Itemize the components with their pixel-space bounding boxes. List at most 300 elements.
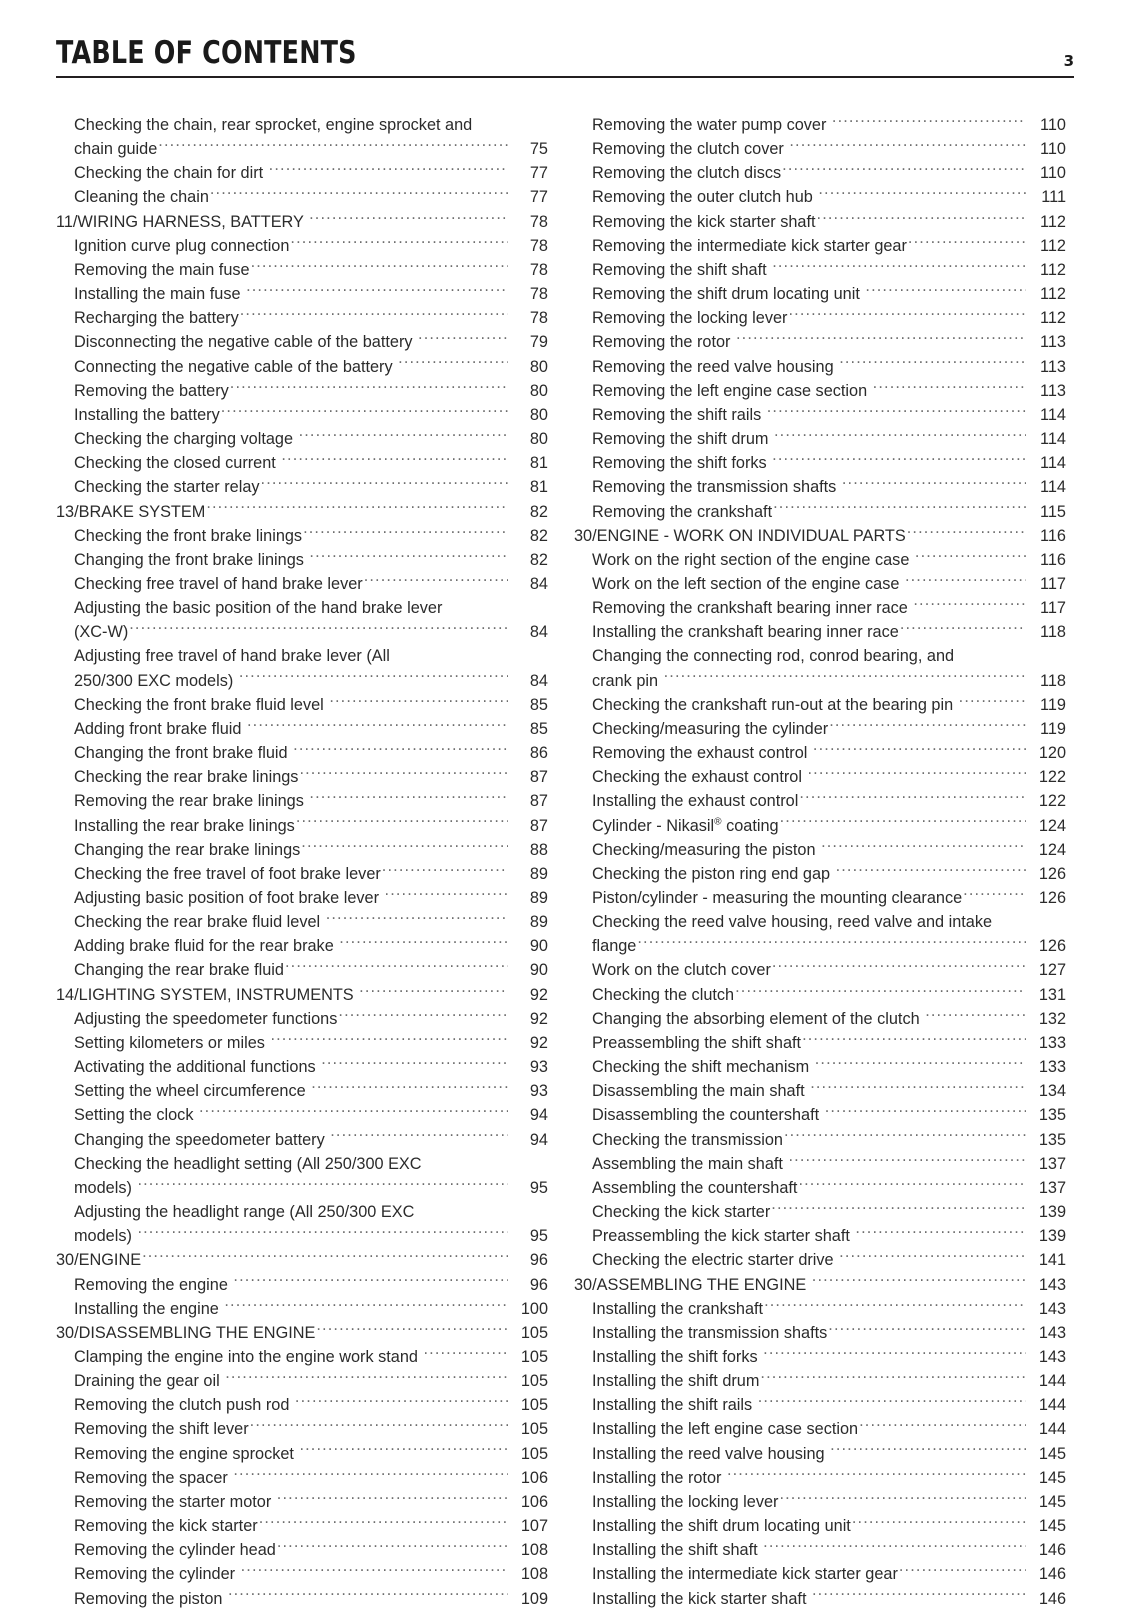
- dot-leader: [338, 1007, 508, 1023]
- toc-sub-entry[interactable]: [574, 958, 1066, 982]
- dot-leader: [385, 887, 508, 903]
- dot-leader: [812, 1587, 1026, 1603]
- toc-sub-entry[interactable]: [56, 451, 548, 475]
- toc-entry-row: [74, 306, 548, 330]
- toc-entry-label: Work on the right section of the engine case: [592, 550, 914, 569]
- dot-leader: [772, 959, 1026, 975]
- toc-entry-page-number: 145: [1038, 1468, 1066, 1487]
- toc-sub-entry[interactable]: [56, 282, 548, 306]
- toc-sub-entry[interactable]: [56, 1273, 548, 1297]
- toc-entry-page-number: 78: [529, 212, 548, 231]
- toc-entry-label: crank pin: [592, 671, 663, 690]
- toc-sub-entry[interactable]: [574, 838, 1066, 862]
- toc-entry-row: [74, 451, 548, 475]
- toc-sub-entry[interactable]: [56, 765, 548, 789]
- dot-leader: [727, 1466, 1026, 1482]
- toc-entry-row: [592, 572, 1066, 596]
- toc-sub-entry[interactable]: [574, 1200, 1066, 1224]
- dot-leader: [839, 355, 1026, 371]
- dot-leader: [199, 1104, 508, 1120]
- toc-entry-row: [74, 1128, 548, 1152]
- toc-entry-page-number: 116: [1040, 526, 1066, 545]
- dot-leader: [329, 693, 508, 709]
- toc-sub-entry[interactable]: [574, 717, 1066, 741]
- toc-sub-entry[interactable]: [56, 355, 548, 379]
- toc-sub-entry[interactable]: [574, 789, 1066, 813]
- toc-entry-label: flange: [592, 937, 637, 956]
- toc-entry-row: [74, 1055, 548, 1079]
- toc-sub-entry[interactable]: [56, 1007, 548, 1031]
- toc-entry-label: (XC-W): [74, 623, 129, 642]
- toc-entry-label: Installing the shift drum locating unit: [592, 1517, 851, 1536]
- toc-sub-entry[interactable]: [56, 572, 548, 596]
- dot-leader: [842, 476, 1026, 492]
- toc-sub-entry[interactable]: [56, 958, 548, 982]
- dot-leader: [908, 234, 1026, 250]
- registered-trademark-icon: ®: [714, 816, 722, 828]
- left-column: [56, 113, 548, 1611]
- dot-leader: [758, 1394, 1026, 1410]
- toc-sub-entry[interactable]: [56, 1031, 548, 1055]
- toc-sub-entry[interactable]: [56, 524, 548, 548]
- toc-section-entry[interactable]: [56, 500, 548, 524]
- dot-leader: [779, 1491, 1026, 1507]
- toc-section-entry[interactable]: [574, 524, 1066, 548]
- dot-leader: [839, 1249, 1026, 1265]
- toc-sub-entry[interactable]: [574, 910, 1066, 958]
- toc-sub-entry[interactable]: [574, 741, 1066, 765]
- toc-entry-row: [74, 693, 548, 717]
- toc-entry-page-number: 134: [1038, 1082, 1066, 1101]
- toc-sub-entry[interactable]: [56, 234, 548, 258]
- toc-sub-entry[interactable]: [574, 1152, 1066, 1176]
- toc-sub-entry[interactable]: [574, 1466, 1066, 1490]
- dot-leader: [764, 1297, 1026, 1313]
- toc-sub-entry[interactable]: [56, 1514, 548, 1538]
- toc-entry-row: [74, 572, 548, 596]
- toc-sub-entry[interactable]: [56, 596, 548, 644]
- dot-leader: [852, 1515, 1026, 1531]
- toc-sub-entry[interactable]: [574, 1007, 1066, 1031]
- toc-sub-entry[interactable]: [574, 282, 1066, 306]
- dot-leader: [299, 766, 508, 782]
- toc-sub-entry[interactable]: [56, 379, 548, 403]
- toc-sub-entry[interactable]: [56, 789, 548, 813]
- toc-sub-entry[interactable]: [574, 161, 1066, 185]
- toc-entry-row: [74, 1103, 548, 1127]
- right-column: [574, 113, 1066, 1611]
- toc-entry-page-number: 146: [1038, 1589, 1066, 1608]
- toc-sub-entry[interactable]: [574, 572, 1066, 596]
- toc-sub-entry[interactable]: [56, 403, 548, 427]
- toc-sub-entry[interactable]: [56, 1562, 548, 1586]
- toc-entry-row: [74, 379, 548, 403]
- toc-sub-entry[interactable]: [574, 1079, 1066, 1103]
- toc-entry-label: Installing the main fuse: [74, 285, 246, 304]
- toc-sub-entry[interactable]: [574, 427, 1066, 451]
- dot-leader: [825, 1104, 1026, 1120]
- toc-entry-row: [56, 1248, 548, 1272]
- toc-entry-page-number: 127: [1038, 961, 1066, 980]
- toc-sub-entry[interactable]: [56, 258, 548, 282]
- toc-sub-entry[interactable]: [574, 983, 1066, 1007]
- toc-sub-entry[interactable]: [574, 1224, 1066, 1248]
- toc-section-entry[interactable]: [56, 1321, 548, 1345]
- toc-entry-label: Removing the left engine case section: [592, 381, 872, 400]
- toc-entry-label: Checking the front brake linings: [74, 526, 303, 545]
- toc-sub-entry[interactable]: [56, 838, 548, 862]
- toc-entry-row: [592, 1224, 1066, 1248]
- toc-entry-label: Installing the shift rails: [592, 1396, 757, 1415]
- toc-entry-label: Checking the exhaust control: [592, 768, 807, 787]
- toc-entry-label: Removing the reed valve housing: [592, 357, 839, 376]
- dot-leader: [299, 1442, 508, 1458]
- toc-sub-entry[interactable]: [574, 475, 1066, 499]
- toc-entry-label: Removing the crankshaft: [592, 502, 773, 521]
- toc-entry-row: [592, 1587, 1066, 1611]
- toc-sub-entry[interactable]: [574, 1031, 1066, 1055]
- dot-leader: [788, 1152, 1026, 1168]
- toc-entry-page-number: 135: [1038, 1130, 1066, 1149]
- toc-entry-page-number: 80: [529, 357, 548, 376]
- toc-entry-label: Removing the main fuse: [74, 260, 250, 279]
- toc-entry-row: [592, 185, 1066, 209]
- toc-entry-row: [574, 524, 1066, 548]
- dot-leader: [771, 1201, 1026, 1217]
- toc-sub-entry[interactable]: [574, 886, 1066, 910]
- toc-entry-label: Installing the shift shaft: [592, 1541, 763, 1560]
- toc-entry-page-number: 119: [1040, 719, 1066, 738]
- toc-entry-row: [74, 862, 548, 886]
- toc-sub-entry[interactable]: [574, 644, 1066, 692]
- dot-leader: [296, 814, 508, 830]
- toc-entry-row: [74, 789, 548, 813]
- toc-sub-entry[interactable]: [56, 1297, 548, 1321]
- toc-sub-entry[interactable]: [56, 862, 548, 886]
- toc-sub-entry[interactable]: [574, 451, 1066, 475]
- toc-entry-label: Removing the exhaust control: [592, 744, 812, 763]
- toc-sub-entry[interactable]: [574, 1538, 1066, 1562]
- toc-sub-entry[interactable]: [574, 379, 1066, 403]
- toc-entry-label: 11/WIRING HARNESS, BATTERY: [56, 212, 309, 231]
- dot-leader: [241, 1563, 508, 1579]
- toc-sub-entry[interactable]: [574, 330, 1066, 354]
- dot-leader: [246, 283, 508, 299]
- toc-entry-row: [74, 958, 548, 982]
- toc-sub-entry[interactable]: [56, 1079, 548, 1103]
- toc-sub-entry[interactable]: [56, 1103, 548, 1127]
- toc-entry-row: [74, 1297, 548, 1321]
- toc-entry-row: [74, 910, 548, 934]
- toc-sub-entry[interactable]: [574, 862, 1066, 886]
- toc-entry-label: Removing the clutch discs: [592, 164, 782, 183]
- toc-sub-entry[interactable]: [56, 113, 548, 161]
- toc-sub-entry[interactable]: [574, 620, 1066, 644]
- toc-entry-row: [74, 282, 548, 306]
- toc-sub-entry[interactable]: [56, 1345, 548, 1369]
- toc-sub-entry[interactable]: [574, 1562, 1066, 1586]
- toc-section-entry[interactable]: [56, 983, 548, 1007]
- toc-entry-row: [592, 983, 1066, 1007]
- dot-leader: [250, 1418, 508, 1434]
- dot-leader: [364, 573, 508, 589]
- dot-leader: [137, 1177, 508, 1193]
- toc-sub-entry[interactable]: [574, 113, 1066, 137]
- dot-leader: [251, 259, 508, 275]
- toc-entry-row: [592, 1514, 1066, 1538]
- toc-entry-page-number: 108: [520, 1541, 548, 1560]
- toc-entry-label: Changing the rear brake linings: [74, 840, 301, 859]
- toc-sub-entry[interactable]: [56, 1393, 548, 1417]
- toc-sub-entry[interactable]: [574, 1587, 1066, 1611]
- toc-sub-entry[interactable]: [56, 1152, 548, 1200]
- toc-entry-label: Installing the reed valve housing: [592, 1444, 830, 1463]
- toc-entry-row: [592, 403, 1066, 427]
- toc-entry-page-number: 78: [529, 236, 548, 255]
- toc-entry-row: [592, 717, 1066, 741]
- toc-entry-row: [592, 1248, 1066, 1272]
- toc-sub-entry[interactable]: [56, 693, 548, 717]
- toc-entry-label: Adding front brake fluid: [74, 719, 246, 738]
- toc-entry-row: [592, 1103, 1066, 1127]
- toc-sub-entry[interactable]: [56, 475, 548, 499]
- toc-entry-row: [592, 1562, 1066, 1586]
- dot-leader: [206, 500, 508, 516]
- toc-sub-entry[interactable]: [56, 1466, 548, 1490]
- toc-entry-label: Removing the clutch cover: [592, 140, 789, 159]
- toc-entry-row: [592, 451, 1066, 475]
- toc-entry-page-number: 107: [520, 1517, 548, 1536]
- toc-sub-entry[interactable]: [574, 548, 1066, 572]
- toc-entry-label: models): [74, 1178, 137, 1197]
- dot-leader: [303, 524, 508, 540]
- dot-leader: [269, 162, 508, 178]
- toc-entry-label: Checking the front brake fluid level: [74, 695, 329, 714]
- toc-entry-row: [592, 1369, 1066, 1393]
- toc-sub-entry[interactable]: [574, 258, 1066, 282]
- toc-entry-row: [74, 1417, 548, 1441]
- toc-entry-row: [592, 838, 1066, 862]
- dot-leader: [230, 379, 508, 395]
- toc-sub-entry[interactable]: [574, 1321, 1066, 1345]
- toc-entry-page-number: 112: [1040, 212, 1066, 231]
- toc-sub-entry[interactable]: [56, 185, 548, 209]
- toc-entry-page-number: 90: [529, 961, 548, 980]
- toc-sub-entry[interactable]: [56, 330, 548, 354]
- toc-entry-page-number: 112: [1040, 236, 1066, 255]
- toc-sub-entry[interactable]: [56, 427, 548, 451]
- toc-entry-page-number: 82: [529, 526, 548, 545]
- toc-sub-entry[interactable]: [56, 1587, 548, 1611]
- dot-leader: [316, 1322, 508, 1338]
- toc-entry-wrapped-line: Checking the chain, rear sprocket, engine sprocket and: [74, 116, 473, 134]
- toc-sub-entry[interactable]: [56, 548, 548, 572]
- toc-entry-page-number: 105: [520, 1323, 548, 1342]
- toc-entry-row: [592, 427, 1066, 451]
- toc-entry-label: 250/300 EXC models): [74, 671, 238, 690]
- toc-sub-entry[interactable]: [56, 886, 548, 910]
- toc-entry-page-number: 118: [1040, 671, 1066, 690]
- toc-sub-entry[interactable]: [574, 234, 1066, 258]
- toc-sub-entry[interactable]: [56, 1442, 548, 1466]
- toc-sub-entry[interactable]: [56, 910, 548, 934]
- toc-sub-entry[interactable]: [56, 1055, 548, 1079]
- toc-entry-page-number: 105: [520, 1347, 548, 1366]
- toc-entry-row: [592, 1490, 1066, 1514]
- dot-leader: [763, 1346, 1026, 1362]
- toc-entry-row: [592, 330, 1066, 354]
- toc-sub-entry[interactable]: [574, 1369, 1066, 1393]
- dot-leader: [774, 428, 1026, 444]
- toc-sub-entry[interactable]: [56, 1200, 548, 1248]
- toc-entry-page-number: 95: [529, 1178, 548, 1197]
- toc-entry-row: [74, 1345, 548, 1369]
- toc-sub-entry[interactable]: [574, 185, 1066, 209]
- toc-sub-entry[interactable]: [574, 500, 1066, 524]
- toc-entry-row: [74, 1490, 548, 1514]
- toc-sub-entry[interactable]: [56, 1538, 548, 1562]
- toc-entry-page-number: 113: [1040, 357, 1066, 376]
- toc-entry-row: [592, 1417, 1066, 1441]
- toc-sub-entry[interactable]: [56, 814, 548, 838]
- toc-entry-label: Changing the absorbing element of the clutch: [592, 1009, 925, 1028]
- toc-entry-page-number: 141: [1038, 1251, 1066, 1270]
- toc-sub-entry[interactable]: [574, 1128, 1066, 1152]
- toc-sub-entry[interactable]: [574, 596, 1066, 620]
- toc-entry-row: [74, 185, 548, 209]
- toc-sub-entry[interactable]: [574, 403, 1066, 427]
- toc-entry-label: Clamping the engine into the engine work stand: [74, 1347, 423, 1366]
- toc-entry-page-number: 84: [529, 671, 548, 690]
- dot-leader: [129, 621, 508, 637]
- toc-sub-entry[interactable]: [574, 693, 1066, 717]
- toc-entry-label: Removing the shift drum locating unit: [592, 285, 865, 304]
- toc-sub-entry[interactable]: [56, 1417, 548, 1441]
- dot-leader: [772, 259, 1026, 275]
- toc-sub-entry[interactable]: [574, 1490, 1066, 1514]
- dot-leader: [959, 693, 1026, 709]
- toc-entry-page-number: 92: [529, 985, 548, 1004]
- toc-sub-entry[interactable]: [56, 1490, 548, 1514]
- toc-entry-page-number: 88: [529, 840, 548, 859]
- toc-section-entry[interactable]: [56, 210, 548, 234]
- toc-sub-entry[interactable]: [574, 137, 1066, 161]
- toc-entry-label: Removing the shift shaft: [592, 260, 772, 279]
- toc-entry-label: Checking the rear brake fluid level: [74, 913, 325, 932]
- toc-section-entry[interactable]: [574, 1273, 1066, 1297]
- toc-entry-label: Installing the shift forks: [592, 1347, 763, 1366]
- toc-entry-label: Removing the shift drum: [592, 430, 773, 449]
- toc-entry-label: Adjusting basic position of foot brake lever: [74, 889, 384, 907]
- dot-leader: [907, 524, 1026, 540]
- toc-entry-page-number: 105: [520, 1444, 548, 1463]
- toc-entry-row: [592, 765, 1066, 789]
- toc-sub-entry[interactable]: [574, 1297, 1066, 1321]
- toc-entry-label: Connecting the negative cable of the battery: [74, 357, 398, 376]
- toc-sub-entry[interactable]: [56, 306, 548, 330]
- toc-entry-label: Cleaning the chain: [74, 188, 209, 207]
- toc-entry-page-number: 124: [1038, 840, 1066, 859]
- toc-entry-row: [592, 693, 1066, 717]
- toc-sub-entry[interactable]: [56, 644, 548, 692]
- dot-leader: [398, 355, 508, 371]
- toc-entry-row: [592, 548, 1066, 572]
- toc-sub-entry[interactable]: [574, 1248, 1066, 1272]
- toc-sub-entry[interactable]: [574, 1345, 1066, 1369]
- toc-entry-page-number: 80: [529, 405, 548, 424]
- toc-entry-page-number: 80: [529, 430, 548, 449]
- toc-entry-label: Removing the engine: [74, 1275, 233, 1294]
- toc-entry-row: [592, 475, 1066, 499]
- toc-entry-row: [592, 789, 1066, 813]
- toc-sub-entry[interactable]: [574, 210, 1066, 234]
- toc-entry-label: Removing the locking lever: [592, 309, 788, 328]
- toc-sub-entry[interactable]: [56, 1128, 548, 1152]
- toc-entry-label: Checking the rear brake linings: [74, 768, 299, 787]
- toc-entry-page-number: 119: [1040, 695, 1066, 714]
- dot-leader: [210, 186, 508, 202]
- dot-leader: [782, 162, 1026, 178]
- toc-entry-page-number: 139: [1038, 1227, 1066, 1246]
- dot-leader: [637, 935, 1026, 951]
- toc-entry-label: Removing the water pump cover: [592, 116, 831, 134]
- toc-sub-entry[interactable]: [56, 161, 548, 185]
- toc-entry-page-number: 126: [1038, 889, 1066, 907]
- toc-sub-entry[interactable]: [574, 1417, 1066, 1441]
- toc-section-entry[interactable]: [56, 1248, 548, 1272]
- toc-sub-entry[interactable]: [574, 306, 1066, 330]
- toc-sub-entry[interactable]: [56, 1369, 548, 1393]
- toc-sub-entry[interactable]: [574, 814, 1066, 838]
- toc-entry-row: [592, 862, 1066, 886]
- dot-leader: [855, 1225, 1026, 1241]
- toc-entry-label: Removing the clutch push rod: [74, 1396, 294, 1415]
- dot-leader: [913, 597, 1026, 613]
- toc-sub-entry[interactable]: [574, 1393, 1066, 1417]
- dot-leader: [224, 1297, 508, 1313]
- toc-sub-entry[interactable]: [56, 741, 548, 765]
- toc-entry-page-number: 89: [529, 864, 548, 883]
- toc-entry-label: Piston/cylinder - measuring the mounting clearance: [592, 889, 963, 907]
- toc-sub-entry[interactable]: [574, 1442, 1066, 1466]
- toc-sub-entry[interactable]: [56, 934, 548, 958]
- toc-sub-entry[interactable]: [574, 1055, 1066, 1079]
- toc-sub-entry[interactable]: [574, 1103, 1066, 1127]
- toc-sub-entry[interactable]: [574, 1176, 1066, 1200]
- toc-entry-label: Removing the crankshaft bearing inner race: [592, 599, 913, 618]
- toc-entry-row: [56, 1321, 548, 1345]
- toc-entry-label: Checking the electric starter drive: [592, 1251, 839, 1270]
- toc-entry-label: Checking the shift mechanism: [592, 1058, 814, 1077]
- toc-entry-label: Installing the engine: [74, 1299, 224, 1318]
- toc-sub-entry[interactable]: [574, 1514, 1066, 1538]
- toc-entry-page-number: 75: [529, 140, 548, 159]
- toc-entry-label: 30/ASSEMBLING THE ENGINE: [574, 1275, 811, 1294]
- dot-leader: [664, 669, 1026, 685]
- toc-sub-entry[interactable]: [574, 355, 1066, 379]
- toc-entry-row: [74, 1176, 548, 1200]
- dot-leader: [233, 1466, 508, 1482]
- toc-entry-row: [592, 1176, 1066, 1200]
- toc-sub-entry[interactable]: [56, 717, 548, 741]
- toc-entry-label: Installing the shift drum: [592, 1372, 760, 1391]
- toc-sub-entry[interactable]: [574, 765, 1066, 789]
- dot-leader: [225, 1370, 508, 1386]
- toc-entry-page-number: 90: [529, 937, 548, 956]
- toc-entry-row: [592, 669, 1066, 693]
- toc-entry-page-number: 100: [520, 1299, 548, 1318]
- toc-entry-label: 30/ENGINE - WORK ON INDIVIDUAL PARTS: [574, 526, 906, 545]
